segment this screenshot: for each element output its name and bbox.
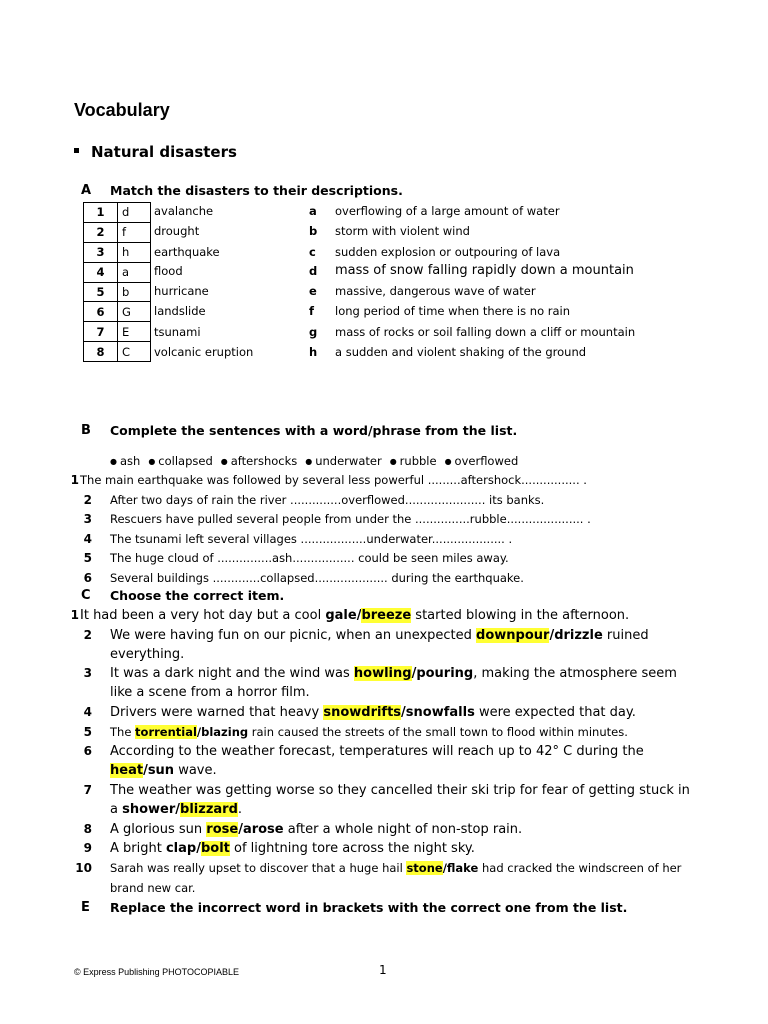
sentence-number: 3	[83, 512, 92, 526]
sentence-text: The main earthquake was followed by several less powerful .........aftershock................ .	[80, 473, 587, 487]
sentence-after: had cracked the windscreen of her brand new car.	[110, 861, 682, 895]
section-subheading	[74, 143, 237, 161]
sentence-after: after a whole night of non-stop rain.	[283, 822, 523, 837]
section-c-letter: C	[81, 588, 91, 603]
description-letter: b	[309, 224, 318, 238]
sentence-text	[110, 664, 700, 702]
sentence-number: 8	[83, 822, 92, 836]
correct-option: bolt	[200, 841, 230, 856]
description-letter: h	[309, 344, 318, 359]
table-row	[84, 203, 151, 223]
description-text: storm with violent wind	[335, 224, 470, 238]
sentence-before: We were having fun on our picnic, when an unexpected	[110, 628, 477, 643]
option-separator: /	[401, 705, 406, 720]
description-letter: f	[309, 304, 315, 318]
description-text: mass of rocks or soil falling down a cliff or mountain	[335, 324, 636, 339]
option-separator: /	[196, 725, 202, 739]
disaster-word: earthquake	[154, 244, 220, 259]
sentence-text: The tsunami left several villages ..................underwater.................... .	[110, 532, 513, 546]
sentence-number: 4	[83, 705, 92, 719]
description-letter: a	[309, 204, 317, 218]
sentence-number: 1	[70, 473, 79, 487]
sentence-text: The huge cloud of ...............ash................. could be seen miles away.	[110, 551, 509, 565]
sentence-after: of lightning tore across the night sky.	[229, 841, 475, 856]
correct-option: stone	[406, 861, 443, 875]
word-list	[110, 454, 526, 468]
description-letter: d	[309, 264, 318, 278]
sentence-text	[110, 626, 700, 664]
correct-option: rose	[206, 822, 239, 837]
bullet-icon: ●	[389, 457, 397, 466]
disaster-word: tsunami	[154, 324, 201, 339]
disaster-word: landslide	[154, 304, 206, 318]
answer-cell: G	[118, 302, 151, 322]
bullet-icon: ●	[305, 457, 313, 466]
correct-option: snowdrifts	[323, 705, 402, 720]
sentence-after: .	[237, 802, 243, 817]
disaster-word: volcanic eruption	[154, 344, 254, 359]
correct-option: heat	[110, 763, 144, 778]
disaster-word: flood	[154, 264, 183, 278]
section-e-letter: E	[81, 900, 90, 915]
sentence-before: It had been a very hot day but a cool	[80, 608, 326, 623]
word-list-word: ash	[119, 454, 141, 468]
bullet-icon: ●	[220, 457, 228, 466]
correct-option: breeze	[361, 608, 412, 623]
sentence-number: 9	[83, 841, 92, 855]
sentence-before: A glorious sun	[110, 822, 207, 837]
description-letter: e	[309, 284, 317, 298]
row-number: 4	[84, 262, 118, 282]
correct-option: howling	[353, 666, 412, 681]
table-row	[84, 282, 151, 302]
row-number: 1	[84, 203, 118, 223]
option-separator: /	[442, 861, 447, 875]
answer-cell: h	[118, 242, 151, 262]
footer-copyright: © Express Publishing PHOTOCOPIABLE	[74, 967, 240, 977]
disaster-word: drought	[154, 224, 200, 238]
description-text: overflowing of a large amount of water	[335, 204, 560, 218]
sentence-number: 10	[75, 861, 92, 875]
word-list-item	[305, 454, 381, 468]
correct-option: downpour	[476, 628, 550, 643]
sentence-before: A bright	[110, 841, 166, 856]
description-letter: c	[309, 244, 316, 259]
word-list-word: rubble	[399, 454, 437, 468]
sentence-before: The weather was getting worse so they cancelled their ski trip for fear of getting stuck in a	[110, 783, 690, 817]
table-row	[84, 342, 151, 362]
bullet-icon: ●	[110, 457, 117, 466]
option-separator: /	[356, 608, 362, 623]
sentence-number: 3	[83, 666, 92, 680]
disaster-word: hurricane	[154, 284, 209, 298]
sentence-after: wave.	[174, 763, 217, 778]
section-a-letter: A	[81, 183, 92, 198]
correct-option: blizzard	[180, 802, 238, 817]
description-text: sudden explosion or outpouring of lava	[335, 244, 561, 259]
row-number: 8	[84, 342, 118, 362]
sentence-number: 5	[83, 551, 92, 565]
sentence-text: Rescuers have pulled several people from under the ...............rubble..................... .	[110, 512, 591, 526]
sentence-number: 6	[83, 571, 92, 585]
sentence-number: 2	[83, 628, 92, 642]
word-list-item	[390, 454, 437, 468]
word-list-item	[445, 454, 519, 468]
sentence-before: Drivers were warned that heavy	[110, 705, 324, 720]
sentence-number: 5	[83, 725, 92, 739]
option-separator: /	[238, 822, 243, 837]
answer-cell: a	[118, 262, 151, 282]
sentence-before: According to the weather forecast, temperatures will reach up to 42° C during the	[110, 744, 644, 759]
option-separator: /	[411, 666, 417, 681]
sentence-text: After two days of rain the river ..............overflowed...................... its banks.	[110, 493, 545, 507]
option: pouring	[416, 666, 474, 681]
row-number: 3	[84, 242, 118, 262]
row-number: 6	[84, 302, 118, 322]
sentence-text	[110, 781, 700, 819]
table-row	[84, 222, 151, 242]
option-separator: /	[549, 628, 555, 643]
row-number: 5	[84, 282, 118, 302]
description-text: massive, dangerous wave of water	[335, 284, 536, 298]
description-text: long period of time when there is no rain	[335, 304, 571, 318]
sentence-before: It was a dark night and the wind was	[110, 666, 354, 681]
sentence-number: 2	[83, 493, 92, 507]
answer-cell: f	[118, 222, 151, 242]
word-list-word: underwater	[315, 454, 382, 468]
option-separator: /	[196, 841, 201, 856]
table-row	[84, 242, 151, 262]
sentence-after: , making the atmosphere seem like a scene from a horror film.	[110, 666, 677, 700]
bullet-icon: ●	[444, 457, 452, 466]
row-number: 2	[84, 222, 118, 242]
sentence-text	[110, 820, 700, 839]
answer-cell: d	[118, 203, 151, 223]
table-row	[84, 322, 151, 342]
sentence-after: started blowing in the afternoon.	[411, 608, 630, 623]
sentence-text	[110, 839, 700, 858]
answer-cell: C	[118, 342, 151, 362]
sentence-text	[110, 859, 700, 898]
option: drizzle	[554, 628, 603, 643]
sentence-number: 7	[83, 783, 92, 797]
section-a-instruction: Match the disasters to their descriptions.	[110, 183, 403, 198]
word-list-item	[221, 454, 297, 468]
subheading-text: Natural disasters	[91, 143, 237, 161]
table-row	[84, 302, 151, 322]
section-c-instruction: Choose the correct item.	[110, 588, 285, 603]
answer-cell: E	[118, 322, 151, 342]
sentence-text	[110, 742, 700, 780]
sentence-text	[110, 723, 700, 743]
option: sun	[147, 763, 175, 778]
description-text: a sudden and violent shaking of the ground	[335, 344, 587, 359]
square-bullet-icon	[74, 148, 79, 153]
correct-option: torrential	[135, 725, 197, 739]
option: snowfalls	[405, 705, 475, 720]
description-text: mass of snow falling rapidly down a mountain	[335, 263, 634, 278]
word-list-word: aftershocks	[230, 454, 298, 468]
option: arose	[242, 822, 284, 837]
section-b-instruction: Complete the sentences with a word/phrase from the list.	[110, 423, 518, 438]
option-separator: /	[175, 802, 181, 817]
bullet-icon: ●	[148, 457, 156, 466]
sentence-before: Sarah was really upset to discover that a huge hail	[110, 861, 407, 875]
sentence-text	[110, 703, 700, 722]
sentence-number: 6	[83, 744, 92, 758]
description-letter: g	[309, 324, 318, 339]
sentence-text	[80, 606, 720, 625]
option: clap	[165, 841, 197, 856]
page-number: 1	[379, 963, 387, 977]
word-list-word: overflowed	[454, 454, 519, 468]
option-separator: /	[143, 763, 148, 778]
row-number: 7	[84, 322, 118, 342]
option: blazing	[201, 725, 249, 739]
page-title: Vocabulary	[74, 100, 170, 120]
section-e-instruction: Replace the incorrect word in brackets with the correct one from the list.	[110, 900, 628, 915]
option: flake	[446, 861, 479, 875]
matching-table	[83, 202, 151, 362]
section-b-letter: B	[81, 423, 91, 438]
answer-cell: b	[118, 282, 151, 302]
sentence-after: rain caused the streets of the small town to flood within minutes.	[248, 725, 628, 739]
sentence-after: ruined everything.	[110, 628, 649, 662]
sentence-number: 1	[70, 608, 79, 622]
disaster-word: avalanche	[154, 204, 214, 218]
word-list-item	[148, 454, 212, 468]
table-row	[84, 262, 151, 282]
option: shower	[122, 802, 176, 817]
sentence-text: Several buildings .............collapsed.................... during the earthquake.	[110, 571, 524, 585]
sentence-before: The	[110, 725, 136, 739]
sentence-after: were expected that day.	[474, 705, 636, 720]
word-list-word: collapsed	[158, 454, 213, 468]
word-list-item	[110, 454, 140, 468]
option: gale	[325, 608, 357, 623]
sentence-number: 4	[83, 532, 92, 546]
